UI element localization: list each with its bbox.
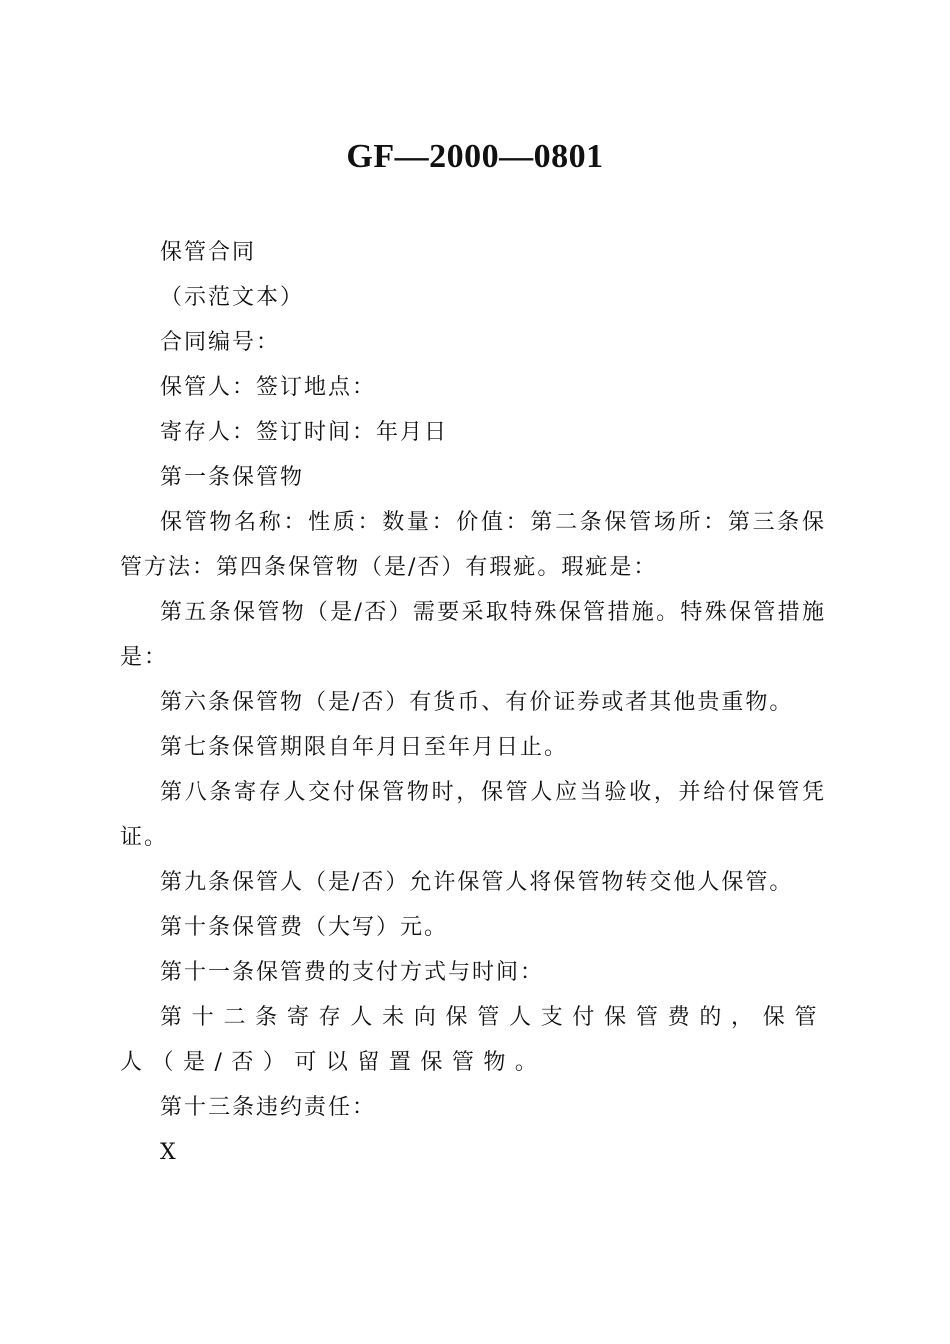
article-13-text: 第十三条违约责任： xyxy=(160,1095,377,1120)
article-8-text: 第八条寄存人交付保管物时，保管人应当验收，并给付保管凭证。 xyxy=(120,780,826,850)
article-6-text: 第六条保管物（是/否）有货币、有价证券或者其他贵重物。 xyxy=(160,690,794,715)
article-12-text: 第十二条寄存人未向保管人支付保管费的，保管人（是/否）可以留置保管物。 xyxy=(120,1005,826,1075)
article-5-text: 第五条保管物（是/否）需要采取特殊保管措施。特殊保管措施是： xyxy=(120,600,826,670)
depositor-line: 寄存人：签订时间：年月日 xyxy=(160,420,449,445)
article-1-heading: 第一条保管物 xyxy=(160,465,305,490)
document-body xyxy=(120,230,826,1175)
contract-number-line: 合同编号： xyxy=(160,330,281,355)
article-9-text: 第九条保管人（是/否）允许保管人将保管物转交他人保管。 xyxy=(160,870,794,895)
article-10-text: 第十条保管费（大写）元。 xyxy=(160,915,449,940)
template-note: （示范文本） xyxy=(160,285,305,310)
trailing-mark: X xyxy=(160,1140,178,1165)
custodian-line: 保管人：签订地点： xyxy=(160,375,377,400)
article-11-text: 第十一条保管费的支付方式与时间： xyxy=(160,960,545,985)
document-code-title: GF—2000—0801 xyxy=(346,138,604,175)
article-1-4-text: 保管物名称：性质：数量：价值：第二条保管场所：第三条保管方法：第四条保管物（是/否）有瑕疵。瑕疵是： xyxy=(120,510,826,580)
contract-title: 保管合同 xyxy=(160,240,257,265)
article-7-text: 第七条保管期限自年月日至年月日止。 xyxy=(160,735,569,760)
